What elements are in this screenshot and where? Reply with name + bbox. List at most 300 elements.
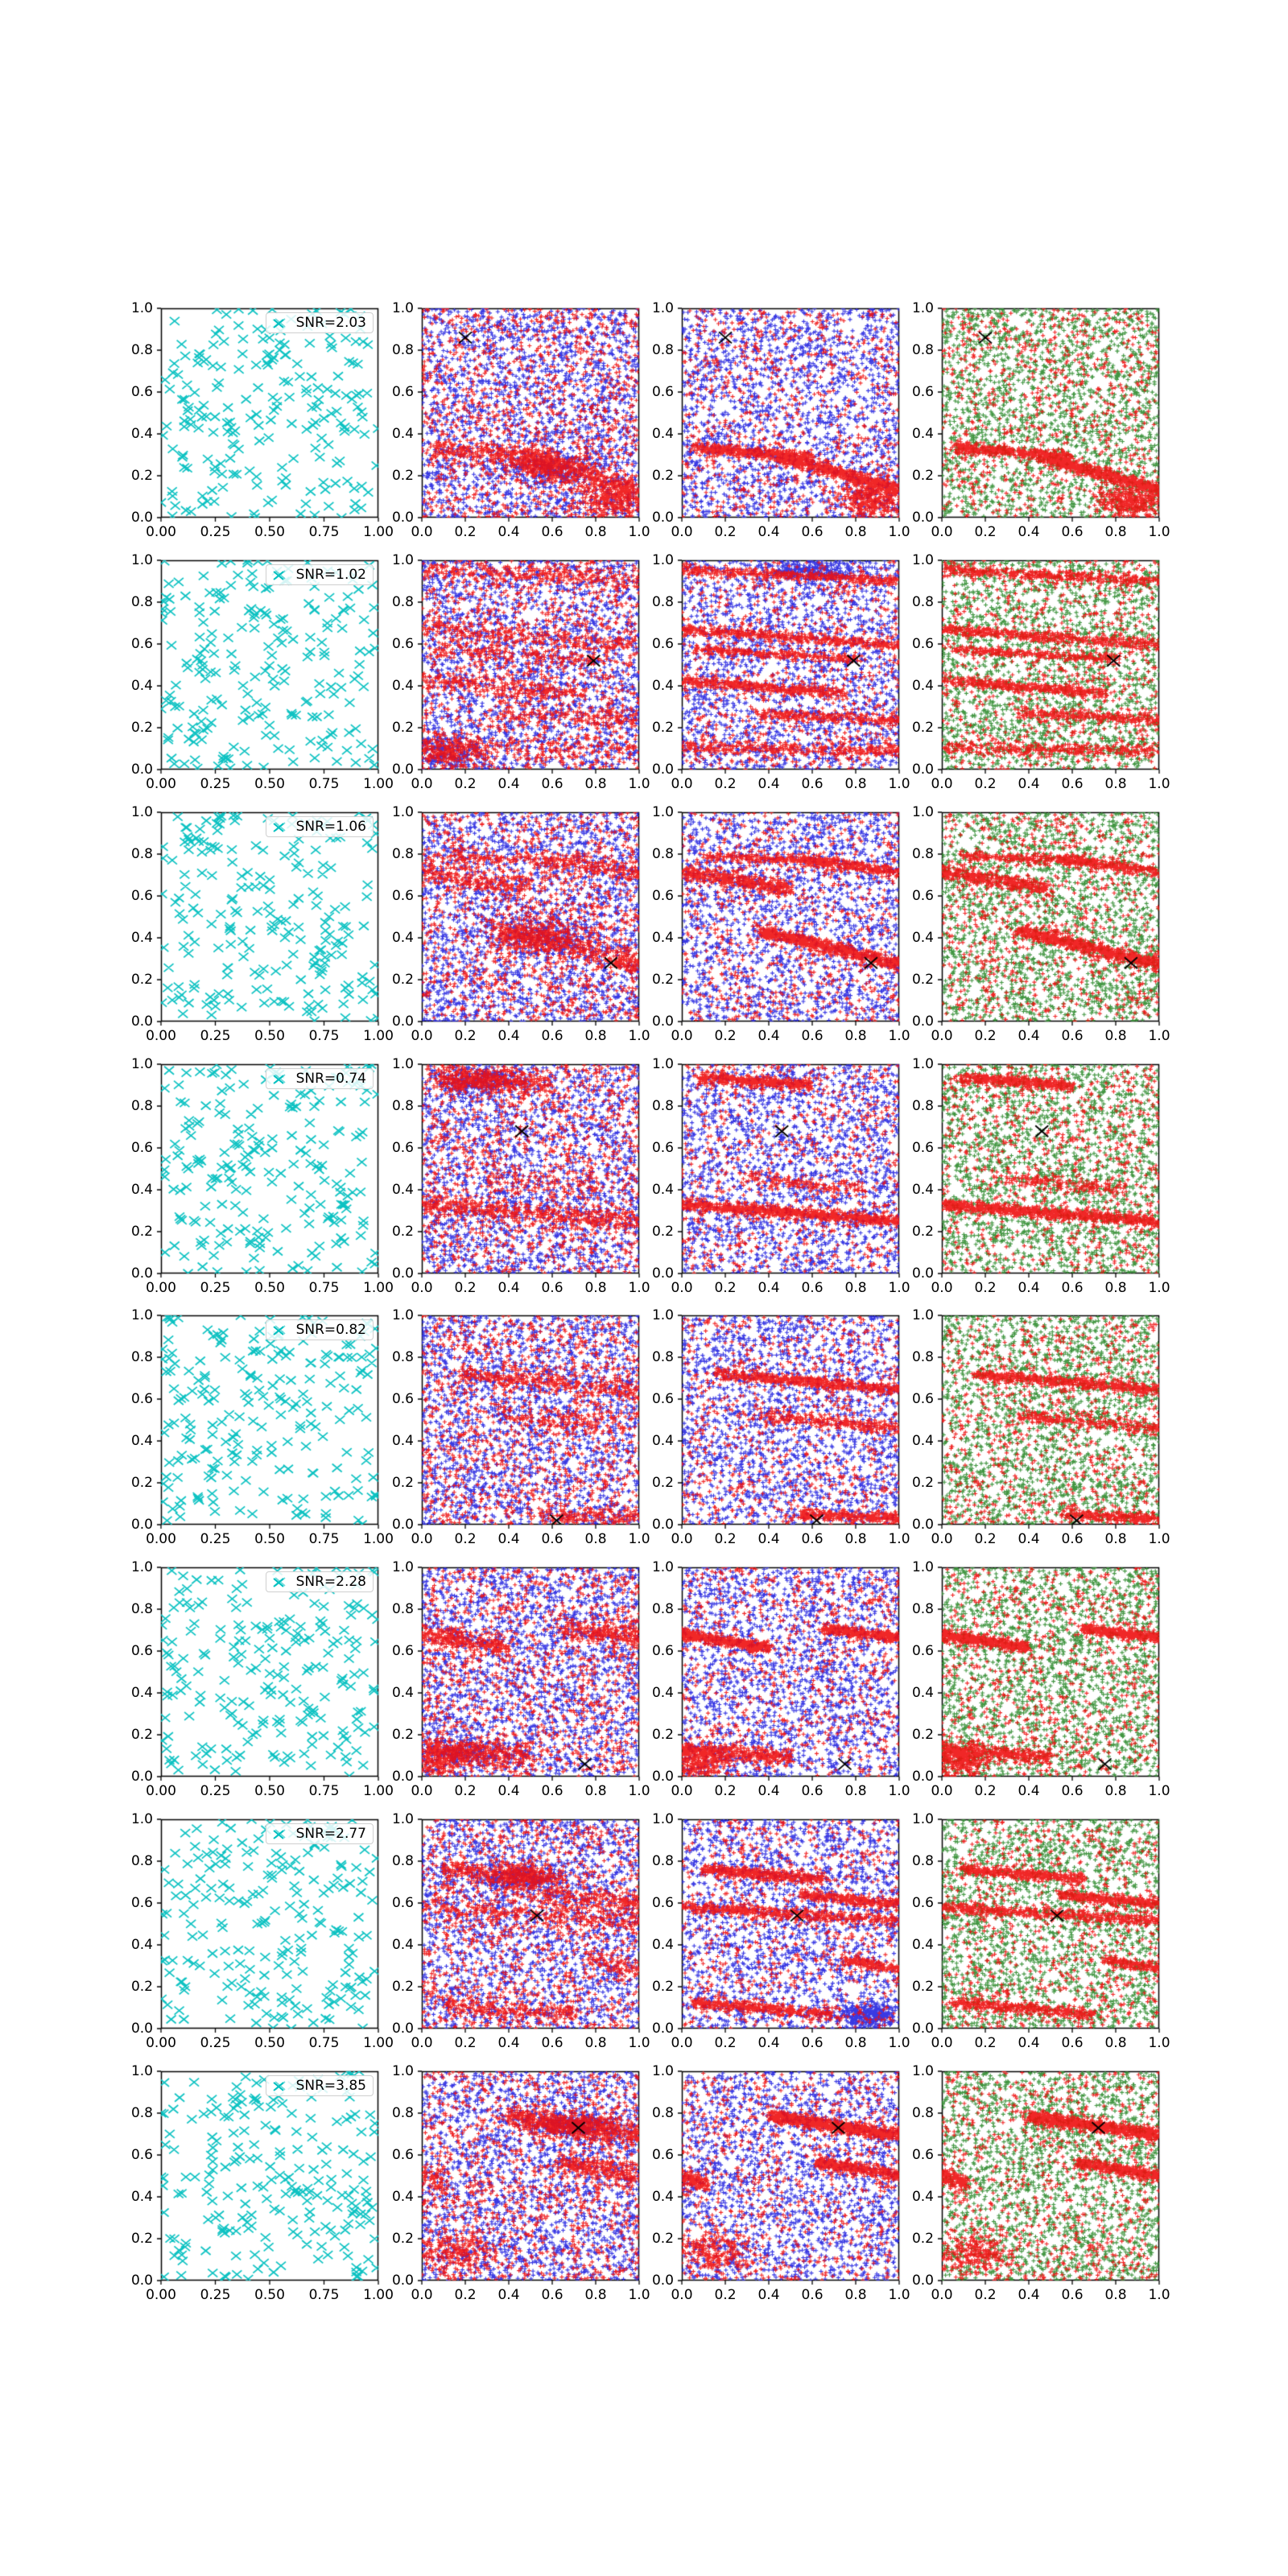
y-tick-label: 0.4 xyxy=(911,1433,934,1449)
y-tick-label: 0.0 xyxy=(651,762,674,778)
y-tick-label: 0.8 xyxy=(130,342,153,358)
subplot-row1-col2 xyxy=(391,300,650,540)
x-tick-label: 0.75 xyxy=(308,1280,340,1296)
y-tick-label: 0.8 xyxy=(651,2105,674,2121)
x-tick-label: 0.6 xyxy=(1061,2035,1084,2051)
y-tick-label: 0.8 xyxy=(130,1098,153,1114)
x-tick-label: 0.2 xyxy=(714,2035,737,2051)
x-tick-label: 1.0 xyxy=(1148,1280,1170,1296)
x-tick-label: 1.0 xyxy=(1148,1531,1170,1547)
y-tick-label: 0.0 xyxy=(391,510,414,526)
x-tick-label: 0.8 xyxy=(1104,776,1127,792)
y-tick-label: 0.2 xyxy=(651,1979,674,1995)
y-tick-label: 0.6 xyxy=(911,888,934,904)
subplot-row2-col2 xyxy=(391,552,650,792)
y-tick-label: 0.2 xyxy=(391,1224,414,1240)
y-tick-label: 0.0 xyxy=(130,1265,153,1282)
y-tick-label: 0.0 xyxy=(391,1265,414,1282)
y-tick-label: 0.6 xyxy=(130,1391,153,1407)
x-tick-label: 0.25 xyxy=(200,1531,231,1547)
x-tick-label: 0.8 xyxy=(584,524,607,540)
subplot-row4-col3 xyxy=(651,1056,910,1296)
x-tick-label: 0.0 xyxy=(931,1280,953,1296)
scatter-canvas-row5-col3 xyxy=(673,1310,908,1536)
y-tick-label: 0.2 xyxy=(130,2231,153,2247)
y-tick-label: 1.0 xyxy=(130,300,153,316)
x-tick-label: 0.6 xyxy=(1061,524,1084,540)
y-tick-label: 0.8 xyxy=(911,594,934,610)
y-tick-label: 0.0 xyxy=(391,1517,414,1533)
scatter-canvas-row3-col3 xyxy=(673,807,908,1033)
y-tick-label: 0.4 xyxy=(391,426,414,442)
y-tick-label: 0.2 xyxy=(391,972,414,988)
y-tick-label: 0.2 xyxy=(130,720,153,736)
x-tick-label: 0.50 xyxy=(254,2287,285,2303)
x-tick-label: 0.6 xyxy=(801,776,824,792)
x-tick-label: 0.00 xyxy=(146,2035,176,2051)
y-tick-label: 0.6 xyxy=(391,1140,414,1156)
y-tick-label: 0.4 xyxy=(391,1937,414,1953)
y-tick-label: 0.6 xyxy=(130,384,153,400)
snr-legend xyxy=(266,564,374,585)
scatter-canvas-row5-col4 xyxy=(933,1310,1168,1536)
y-tick-label: 0.2 xyxy=(911,1727,934,1743)
y-tick-label: 0.6 xyxy=(651,1895,674,1911)
y-tick-label: 0.0 xyxy=(911,2021,934,2037)
scatter-canvas-row2-col2 xyxy=(413,555,648,781)
x-tick-label: 0.4 xyxy=(758,1531,780,1547)
x-tick-label: 0.2 xyxy=(454,1531,477,1547)
x-tick-label: 0.6 xyxy=(1061,1280,1084,1296)
y-tick-label: 1.0 xyxy=(651,552,674,568)
x-tick-label: 1.0 xyxy=(888,524,910,540)
x-tick-label: 1.00 xyxy=(363,524,394,540)
snr-legend-label: SNR=2.28 xyxy=(295,1574,366,1590)
y-tick-label: 0.0 xyxy=(130,2273,153,2289)
x-tick-label: 0.75 xyxy=(308,2035,340,2051)
x-tick-label: 0.4 xyxy=(758,2035,780,2051)
scatter-canvas-row4-col3 xyxy=(673,1059,908,1285)
x-tick-label: 0.25 xyxy=(200,1783,231,1799)
scatter-canvas-row7-col3 xyxy=(673,1814,908,2040)
scatter-canvas-row4-col1 xyxy=(152,1059,387,1285)
legend-x-marker-icon xyxy=(272,1072,288,1085)
x-tick-label: 0.25 xyxy=(200,776,231,792)
scatter-canvas-row1-col2 xyxy=(413,303,648,529)
x-tick-label: 1.00 xyxy=(363,2287,394,2303)
subplot-row5-col3 xyxy=(651,1307,910,1547)
x-tick-label: 0.6 xyxy=(801,2035,824,2051)
y-tick-label: 0.2 xyxy=(130,1979,153,1995)
y-tick-label: 1.0 xyxy=(651,300,674,316)
x-tick-label: 0.8 xyxy=(584,1783,607,1799)
subplot-row3-col3 xyxy=(651,804,910,1044)
scatter-canvas-row7-col1 xyxy=(152,1814,387,2040)
x-tick-label: 0.6 xyxy=(1061,1531,1084,1547)
y-tick-label: 0.0 xyxy=(391,2021,414,2037)
y-tick-label: 0.2 xyxy=(391,2231,414,2247)
scatter-canvas-row1-col3 xyxy=(673,303,908,529)
x-tick-label: 0.6 xyxy=(801,1028,824,1044)
y-tick-label: 0.0 xyxy=(911,1013,934,1030)
y-tick-label: 1.0 xyxy=(911,2063,934,2079)
y-tick-label: 0.6 xyxy=(130,1643,153,1659)
y-tick-label: 0.8 xyxy=(651,846,674,862)
y-tick-label: 0.4 xyxy=(391,678,414,694)
x-tick-label: 0.0 xyxy=(411,1028,433,1044)
y-tick-label: 0.0 xyxy=(651,510,674,526)
x-tick-label: 0.00 xyxy=(146,524,176,540)
snr-legend-label: SNR=0.74 xyxy=(295,1071,366,1087)
x-tick-label: 1.0 xyxy=(888,1531,910,1547)
y-tick-label: 1.0 xyxy=(391,552,414,568)
y-tick-label: 0.0 xyxy=(651,2021,674,2037)
scatter-canvas-row1-col1 xyxy=(152,303,387,529)
y-tick-label: 0.6 xyxy=(651,888,674,904)
subplot-row5-col2 xyxy=(391,1307,650,1547)
x-tick-label: 0.8 xyxy=(844,2035,867,2051)
x-tick-label: 0.75 xyxy=(308,776,340,792)
x-tick-label: 1.0 xyxy=(628,1028,650,1044)
y-tick-label: 0.6 xyxy=(651,1643,674,1659)
x-tick-label: 0.4 xyxy=(1018,1028,1040,1044)
x-tick-label: 0.8 xyxy=(584,776,607,792)
x-tick-label: 0.8 xyxy=(584,1028,607,1044)
scatter-canvas-row6-col2 xyxy=(413,1562,648,1788)
x-tick-label: 0.4 xyxy=(758,1028,780,1044)
subplot-row5-col1 xyxy=(130,1307,394,1547)
y-tick-label: 0.0 xyxy=(130,510,153,526)
x-tick-label: 1.0 xyxy=(1148,776,1170,792)
y-tick-label: 0.4 xyxy=(130,678,153,694)
scatter-canvas-row8-col1 xyxy=(152,2066,387,2292)
x-tick-label: 0.25 xyxy=(200,2287,231,2303)
subplot-row1-col4 xyxy=(911,300,1170,540)
y-tick-label: 0.8 xyxy=(651,1853,674,1869)
x-tick-label: 0.4 xyxy=(758,1280,780,1296)
snr-legend xyxy=(266,312,374,333)
y-tick-label: 0.6 xyxy=(391,2147,414,2163)
subplot-row8-col1 xyxy=(130,2063,394,2303)
y-tick-label: 0.4 xyxy=(391,2189,414,2205)
y-tick-label: 0.6 xyxy=(391,636,414,652)
x-tick-label: 0.8 xyxy=(844,2287,867,2303)
y-tick-label: 0.6 xyxy=(651,1140,674,1156)
y-tick-label: 1.0 xyxy=(391,2063,414,2079)
y-tick-label: 1.0 xyxy=(391,804,414,820)
x-tick-label: 1.00 xyxy=(363,1531,394,1547)
y-tick-label: 0.6 xyxy=(130,636,153,652)
x-tick-label: 0.2 xyxy=(714,1531,737,1547)
x-tick-label: 0.2 xyxy=(714,1028,737,1044)
y-tick-label: 1.0 xyxy=(651,2063,674,2079)
x-tick-label: 0.0 xyxy=(931,2035,953,2051)
x-tick-label: 0.0 xyxy=(671,1531,693,1547)
y-tick-label: 0.4 xyxy=(651,2189,674,2205)
x-tick-label: 0.4 xyxy=(497,524,520,540)
y-tick-label: 0.6 xyxy=(391,1643,414,1659)
subplot-row8-col2 xyxy=(391,2063,650,2303)
scatter-canvas-row5-col1 xyxy=(152,1310,387,1536)
y-tick-label: 1.0 xyxy=(130,2063,153,2079)
x-tick-label: 0.50 xyxy=(254,776,285,792)
x-tick-label: 0.75 xyxy=(308,1531,340,1547)
x-tick-label: 1.0 xyxy=(888,776,910,792)
x-tick-label: 0.8 xyxy=(844,1280,867,1296)
subplot-row7-col1 xyxy=(130,1811,394,2051)
subplot-row7-col4 xyxy=(911,1811,1170,2051)
scatter-canvas-row7-col4 xyxy=(933,1814,1168,2040)
x-tick-label: 0.0 xyxy=(931,524,953,540)
x-tick-label: 0.50 xyxy=(254,1783,285,1799)
x-tick-label: 1.0 xyxy=(628,2035,650,2051)
x-tick-label: 0.6 xyxy=(541,1280,564,1296)
y-tick-label: 0.4 xyxy=(911,426,934,442)
x-tick-label: 0.6 xyxy=(541,2287,564,2303)
x-tick-label: 0.2 xyxy=(974,1280,997,1296)
y-tick-label: 0.4 xyxy=(130,2189,153,2205)
x-tick-label: 0.0 xyxy=(671,2287,693,2303)
x-tick-label: 0.6 xyxy=(1061,776,1084,792)
y-tick-label: 1.0 xyxy=(651,804,674,820)
scatter-canvas-row8-col2 xyxy=(413,2066,648,2292)
scatter-canvas-row3-col2 xyxy=(413,807,648,1033)
y-tick-label: 1.0 xyxy=(130,1056,153,1072)
snr-legend-label: SNR=3.85 xyxy=(295,2078,366,2094)
snr-legend-label: SNR=1.06 xyxy=(295,819,366,835)
x-tick-label: 0.75 xyxy=(308,2287,340,2303)
y-tick-label: 0.0 xyxy=(651,1769,674,1785)
y-tick-label: 0.2 xyxy=(911,1475,934,1491)
x-tick-label: 0.4 xyxy=(497,2035,520,2051)
legend-x-marker-icon xyxy=(272,1827,288,1840)
y-tick-label: 0.0 xyxy=(130,2021,153,2037)
y-tick-label: 0.8 xyxy=(391,1349,414,1365)
legend-x-marker-icon xyxy=(272,1323,288,1336)
x-tick-label: 0.2 xyxy=(714,1280,737,1296)
scatter-canvas-row7-col2 xyxy=(413,1814,648,2040)
x-tick-label: 0.2 xyxy=(974,1783,997,1799)
snr-legend-label: SNR=2.03 xyxy=(295,315,366,331)
y-tick-label: 0.0 xyxy=(911,1769,934,1785)
y-tick-label: 0.8 xyxy=(130,1349,153,1365)
y-tick-label: 0.6 xyxy=(651,2147,674,2163)
y-tick-label: 0.0 xyxy=(911,762,934,778)
scatter-canvas-row5-col2 xyxy=(413,1310,648,1536)
x-tick-label: 1.0 xyxy=(1148,524,1170,540)
y-tick-label: 0.2 xyxy=(651,1727,674,1743)
x-tick-label: 0.0 xyxy=(671,776,693,792)
y-tick-label: 0.2 xyxy=(651,720,674,736)
y-tick-label: 0.0 xyxy=(391,762,414,778)
scatter-canvas-row6-col3 xyxy=(673,1562,908,1788)
y-tick-label: 0.2 xyxy=(651,468,674,484)
x-tick-label: 0.50 xyxy=(254,1531,285,1547)
y-tick-label: 0.2 xyxy=(391,1475,414,1491)
snr-legend-label: SNR=1.02 xyxy=(295,567,366,583)
x-tick-label: 0.00 xyxy=(146,776,176,792)
x-tick-label: 0.6 xyxy=(1061,2287,1084,2303)
x-tick-label: 1.00 xyxy=(363,1028,394,1044)
x-tick-label: 0.0 xyxy=(931,1028,953,1044)
x-tick-label: 1.0 xyxy=(1148,1783,1170,1799)
snr-legend-label: SNR=0.82 xyxy=(295,1322,366,1338)
y-tick-label: 0.8 xyxy=(130,2105,153,2121)
y-tick-label: 0.8 xyxy=(130,594,153,610)
y-tick-label: 1.0 xyxy=(130,1307,153,1323)
y-tick-label: 0.4 xyxy=(651,1937,674,1953)
x-tick-label: 1.0 xyxy=(888,2287,910,2303)
y-tick-label: 0.0 xyxy=(130,1013,153,1030)
y-tick-label: 1.0 xyxy=(651,1559,674,1575)
x-tick-label: 0.2 xyxy=(974,776,997,792)
x-tick-label: 0.00 xyxy=(146,2287,176,2303)
y-tick-label: 0.6 xyxy=(391,1895,414,1911)
x-tick-label: 1.0 xyxy=(888,2035,910,2051)
x-tick-label: 0.6 xyxy=(541,776,564,792)
subplot-row2-col1 xyxy=(130,552,394,792)
x-tick-label: 0.0 xyxy=(931,2287,953,2303)
x-tick-label: 0.8 xyxy=(584,1531,607,1547)
x-tick-label: 0.8 xyxy=(844,1028,867,1044)
x-tick-label: 0.8 xyxy=(1104,1531,1127,1547)
y-tick-label: 0.8 xyxy=(911,2105,934,2121)
y-tick-label: 0.8 xyxy=(651,342,674,358)
y-tick-label: 0.4 xyxy=(651,426,674,442)
y-tick-label: 0.6 xyxy=(911,1140,934,1156)
x-tick-label: 0.2 xyxy=(454,1783,477,1799)
y-tick-label: 0.2 xyxy=(130,1727,153,1743)
y-tick-label: 1.0 xyxy=(911,552,934,568)
y-tick-label: 1.0 xyxy=(391,1811,414,1827)
x-tick-label: 0.6 xyxy=(801,1531,824,1547)
subplot-row3-col4 xyxy=(911,804,1170,1044)
x-tick-label: 1.0 xyxy=(888,1783,910,1799)
y-tick-label: 0.2 xyxy=(130,972,153,988)
y-tick-label: 0.4 xyxy=(911,2189,934,2205)
x-tick-label: 0.4 xyxy=(1018,776,1040,792)
x-tick-label: 0.6 xyxy=(541,1783,564,1799)
y-tick-label: 0.2 xyxy=(391,1979,414,1995)
x-tick-label: 0.6 xyxy=(541,524,564,540)
x-tick-label: 0.2 xyxy=(454,1028,477,1044)
y-tick-label: 0.2 xyxy=(911,1224,934,1240)
legend-x-marker-icon xyxy=(272,1575,288,1588)
x-tick-label: 0.2 xyxy=(974,524,997,540)
subplot-row3-col2 xyxy=(391,804,650,1044)
y-tick-label: 1.0 xyxy=(391,1307,414,1323)
y-tick-label: 0.8 xyxy=(391,594,414,610)
legend-x-marker-icon xyxy=(272,568,288,581)
y-tick-label: 0.8 xyxy=(391,1098,414,1114)
scatter-canvas-row3-col4 xyxy=(933,807,1168,1033)
y-tick-label: 0.0 xyxy=(911,1265,934,1282)
x-tick-label: 1.0 xyxy=(628,1531,650,1547)
subplot-row4-col2 xyxy=(391,1056,650,1296)
y-tick-label: 0.4 xyxy=(911,678,934,694)
x-tick-label: 0.0 xyxy=(411,2287,433,2303)
snr-legend xyxy=(266,816,374,837)
x-tick-label: 0.2 xyxy=(974,1531,997,1547)
x-tick-label: 0.4 xyxy=(497,2287,520,2303)
y-tick-label: 0.4 xyxy=(651,930,674,946)
y-tick-label: 1.0 xyxy=(391,1056,414,1072)
y-tick-label: 0.8 xyxy=(911,1098,934,1114)
x-tick-label: 0.4 xyxy=(758,1783,780,1799)
x-tick-label: 1.0 xyxy=(888,1028,910,1044)
y-tick-label: 0.8 xyxy=(911,1853,934,1869)
subplot-row6-col1 xyxy=(130,1559,394,1799)
x-tick-label: 0.0 xyxy=(931,1531,953,1547)
y-tick-label: 0.4 xyxy=(130,1182,153,1198)
x-tick-label: 0.2 xyxy=(454,2035,477,2051)
y-tick-label: 0.4 xyxy=(391,1182,414,1198)
y-tick-label: 0.2 xyxy=(391,720,414,736)
scatter-canvas-row6-col4 xyxy=(933,1562,1168,1788)
y-tick-label: 0.6 xyxy=(130,1140,153,1156)
y-tick-label: 1.0 xyxy=(391,300,414,316)
y-tick-label: 0.2 xyxy=(130,1224,153,1240)
x-tick-label: 0.6 xyxy=(801,1783,824,1799)
x-tick-label: 0.8 xyxy=(1104,1280,1127,1296)
y-tick-label: 0.0 xyxy=(391,2273,414,2289)
y-tick-label: 0.6 xyxy=(130,1895,153,1911)
y-tick-label: 0.8 xyxy=(391,342,414,358)
x-tick-label: 0.4 xyxy=(758,2287,780,2303)
y-tick-label: 0.4 xyxy=(391,1685,414,1701)
y-tick-label: 0.4 xyxy=(651,1182,674,1198)
x-tick-label: 0.4 xyxy=(758,524,780,540)
y-tick-label: 0.8 xyxy=(391,2105,414,2121)
x-tick-label: 0.00 xyxy=(146,1280,176,1296)
x-tick-label: 0.4 xyxy=(497,1531,520,1547)
x-tick-label: 1.0 xyxy=(628,1783,650,1799)
x-tick-label: 1.00 xyxy=(363,1280,394,1296)
x-tick-label: 0.0 xyxy=(411,1280,433,1296)
snr-legend xyxy=(266,1823,374,1844)
y-tick-label: 0.8 xyxy=(651,594,674,610)
y-tick-label: 0.8 xyxy=(911,342,934,358)
x-tick-label: 0.2 xyxy=(454,524,477,540)
x-tick-label: 1.0 xyxy=(1148,2035,1170,2051)
x-tick-label: 0.50 xyxy=(254,1280,285,1296)
y-tick-label: 0.4 xyxy=(391,930,414,946)
y-tick-label: 1.0 xyxy=(651,1811,674,1827)
subplot-row3-col1 xyxy=(130,804,394,1044)
subplot-row6-col3 xyxy=(651,1559,910,1799)
x-tick-label: 0.0 xyxy=(671,1783,693,1799)
y-tick-label: 0.4 xyxy=(130,426,153,442)
subplot-row4-col4 xyxy=(911,1056,1170,1296)
x-tick-label: 0.0 xyxy=(931,776,953,792)
y-tick-label: 1.0 xyxy=(911,804,934,820)
y-tick-label: 0.6 xyxy=(391,888,414,904)
y-tick-label: 0.4 xyxy=(130,1433,153,1449)
x-tick-label: 0.75 xyxy=(308,1783,340,1799)
subplot-row4-col1 xyxy=(130,1056,394,1296)
y-tick-label: 0.2 xyxy=(391,1727,414,1743)
y-tick-label: 0.2 xyxy=(911,1979,934,1995)
y-tick-label: 0.8 xyxy=(911,1601,934,1617)
y-tick-label: 0.0 xyxy=(651,1517,674,1533)
y-tick-label: 1.0 xyxy=(911,1559,934,1575)
x-tick-label: 0.2 xyxy=(974,2035,997,2051)
y-tick-label: 0.0 xyxy=(651,1013,674,1030)
snr-legend-label: SNR=2.77 xyxy=(295,1826,366,1842)
y-tick-label: 0.2 xyxy=(391,468,414,484)
y-tick-label: 1.0 xyxy=(130,1811,153,1827)
scatter-canvas-row4-col4 xyxy=(933,1059,1168,1285)
